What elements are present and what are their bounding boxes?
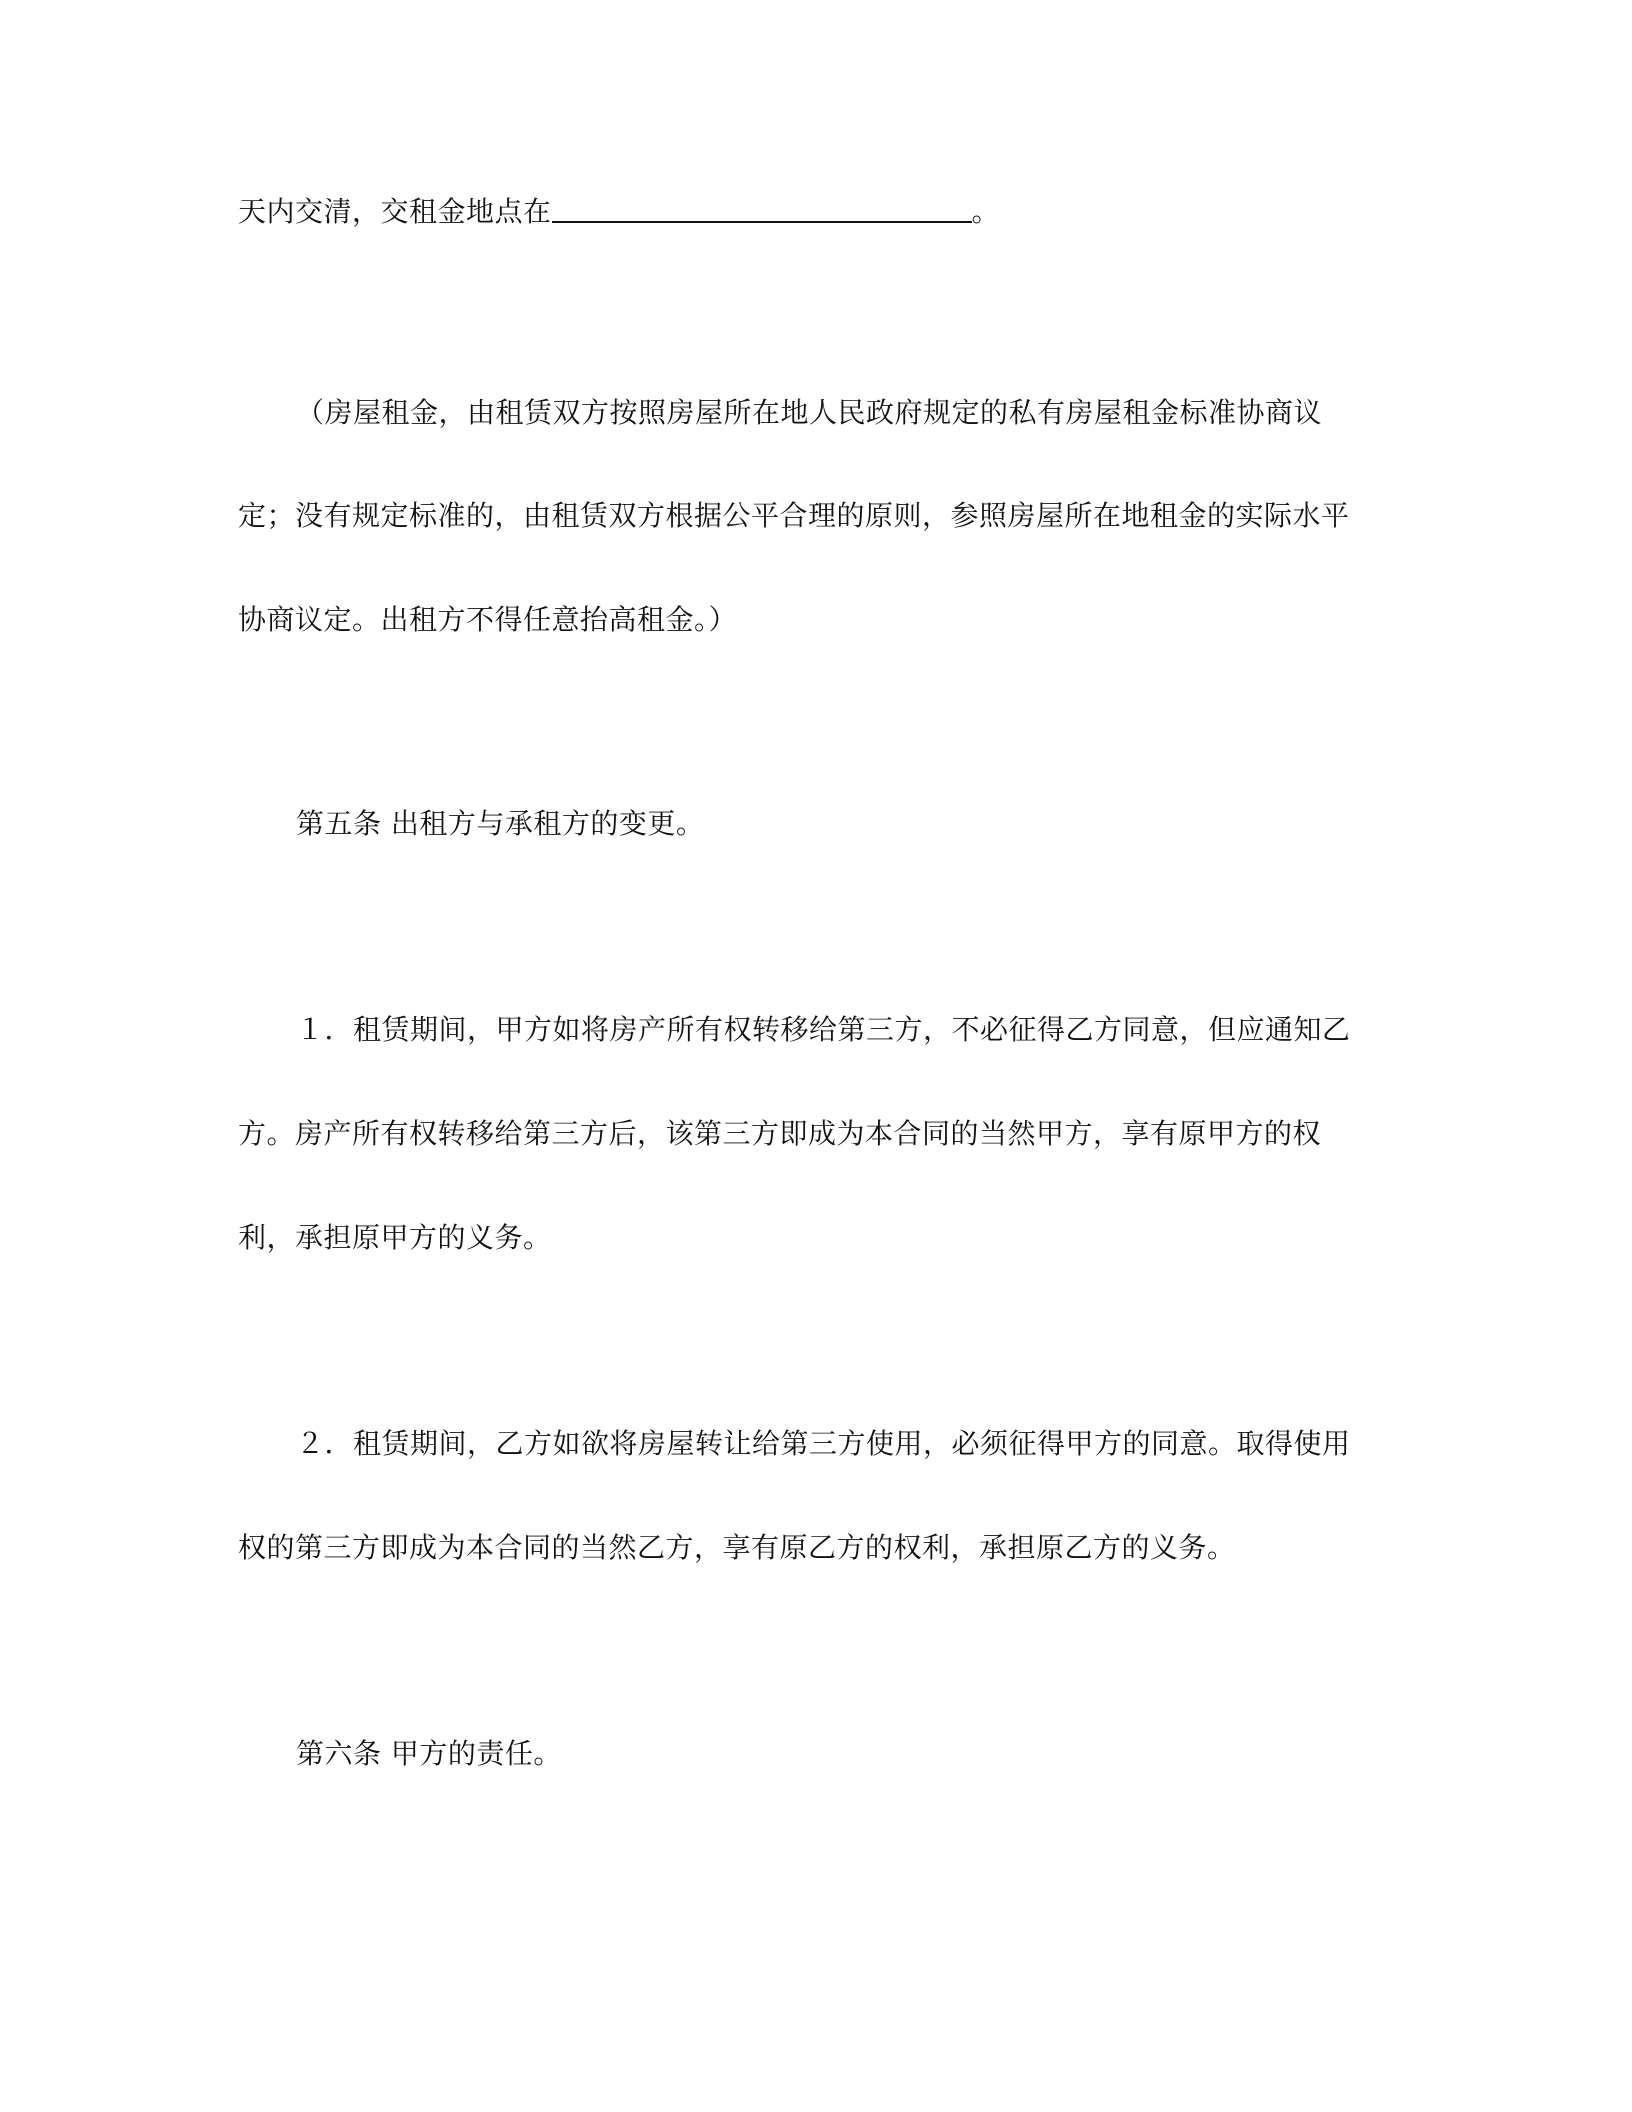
article-5-item-1-line-3: 利，承担原甲方的义务。 (238, 1221, 552, 1254)
payment-location-blank (552, 195, 972, 223)
sentence-end-mark: 。 (971, 195, 1001, 228)
rent-payment-location-line (238, 192, 1000, 232)
article-5-item-1-line-2: 方。房产所有权转移给第三方后，该第三方即成为本合同的当然甲方，享有原甲方的权 (238, 1117, 1322, 1150)
article-5-item-1-line-1: １．租赁期间，甲方如将房产所有权转移给第三方，不必征得乙方同意，但应通知乙 (296, 1013, 1351, 1046)
note-line-3: 协商议定。出租方不得任意抬高租金。） (238, 603, 738, 636)
rent-payment-location-text: 天内交清，交租金地点在 (238, 195, 552, 228)
article-5-heading: 第五条 出租方与承租方的变更。 (296, 807, 705, 840)
note-line-1: （房屋租金，由租赁双方按照房屋所在地人民政府规定的私有房屋租金标准协商议 (296, 396, 1323, 429)
article-6-heading: 第六条 甲方的责任。 (296, 1737, 562, 1770)
note-line-2: 定；没有规定标准的，由租赁双方根据公平合理的原则，参照房屋所在地租金的实际水平 (238, 499, 1350, 532)
article-5-item-2-line-1: ２．租赁期间，乙方如欲将房屋转让给第三方使用，必须征得甲方的同意。取得使用 (296, 1427, 1351, 1460)
article-5-item-2-line-2: 权的第三方即成为本合同的当然乙方，享有原乙方的权利，承担原乙方的义务。 (238, 1531, 1236, 1564)
